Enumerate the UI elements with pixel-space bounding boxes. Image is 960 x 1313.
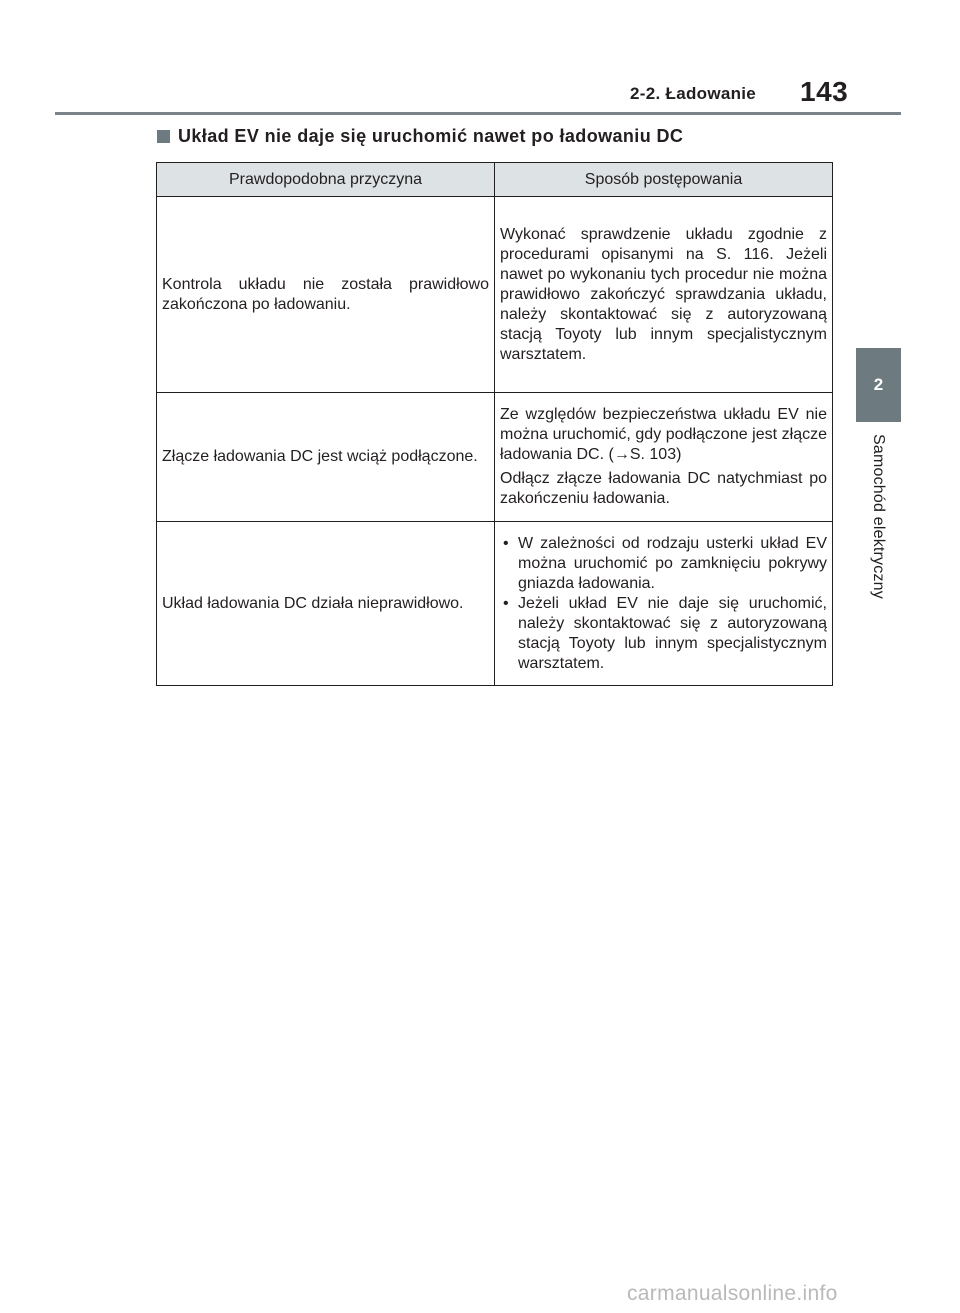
section-heading-text: Układ EV nie daje się uruchomić nawet po ładowaniu DC bbox=[178, 126, 684, 146]
table-row bbox=[157, 522, 833, 686]
column-header-remedy: Sposób postępowania bbox=[495, 163, 833, 197]
column-header-cause: Prawdopodobna przyczyna bbox=[157, 163, 495, 197]
page-number: 143 bbox=[800, 76, 849, 107]
chapter-tab bbox=[856, 348, 901, 422]
watermark: carmanualsonline.info bbox=[627, 1282, 838, 1305]
header-divider bbox=[55, 112, 901, 115]
remedy-paragraph: Ze względów bezpieczeństwa układu EV nie można uruchomić, gdy podłączone jest złącze ładowania DC. (→S. 103) bbox=[500, 406, 827, 463]
table-row bbox=[157, 197, 833, 393]
square-bullet-icon bbox=[157, 130, 170, 143]
chapter-title: Samochód elektryczny bbox=[870, 434, 887, 599]
chapter-number: 2 bbox=[873, 375, 884, 394]
remedy-cell bbox=[495, 522, 833, 686]
remedy-cell bbox=[495, 393, 833, 522]
cause-cell: Kontrola układu nie została prawidłowo zakończona po ładowaniu. bbox=[157, 197, 495, 393]
cause-cell: Układ ładowania DC działa nieprawidłowo. bbox=[157, 522, 495, 686]
section-heading bbox=[157, 126, 837, 147]
cause-cell: Złącze ładowania DC jest wciąż podłączone. bbox=[157, 393, 495, 522]
running-header-section: 2-2. Ładowanie bbox=[630, 84, 757, 103]
remedy-paragraph: Wykonać sprawdzenie układu zgodnie z procedurami opisanymi na S. 116. Jeżeli nawet po wykonaniu tych procedur nie można prawidłowo zakończyć sprawdzania układu, należy skontaktować się z autoryzowaną stacją Toyoty lub innym specjalistycznym warsztatem. bbox=[500, 225, 827, 363]
remedy-bullet: • W zależności od rodzaju usterki układ EV można uruchomić po zamknięciu pokrywy gniazda ładowania. bbox=[500, 534, 827, 594]
remedy-paragraph: Odłącz złącze ładowania DC natychmiast po zakończeniu ładowania. bbox=[500, 470, 827, 507]
troubleshooting-table bbox=[156, 162, 833, 686]
table-header-row bbox=[157, 163, 833, 197]
remedy-bullet: • Jeżeli układ EV nie daje się uruchomić, należy skontaktować się z autoryzowaną stacją Toyoty lub innym specjalistycznym warsztatem. bbox=[500, 594, 827, 674]
remedy-cell bbox=[495, 197, 833, 393]
table-row bbox=[157, 393, 833, 522]
remedy-list bbox=[500, 534, 827, 674]
